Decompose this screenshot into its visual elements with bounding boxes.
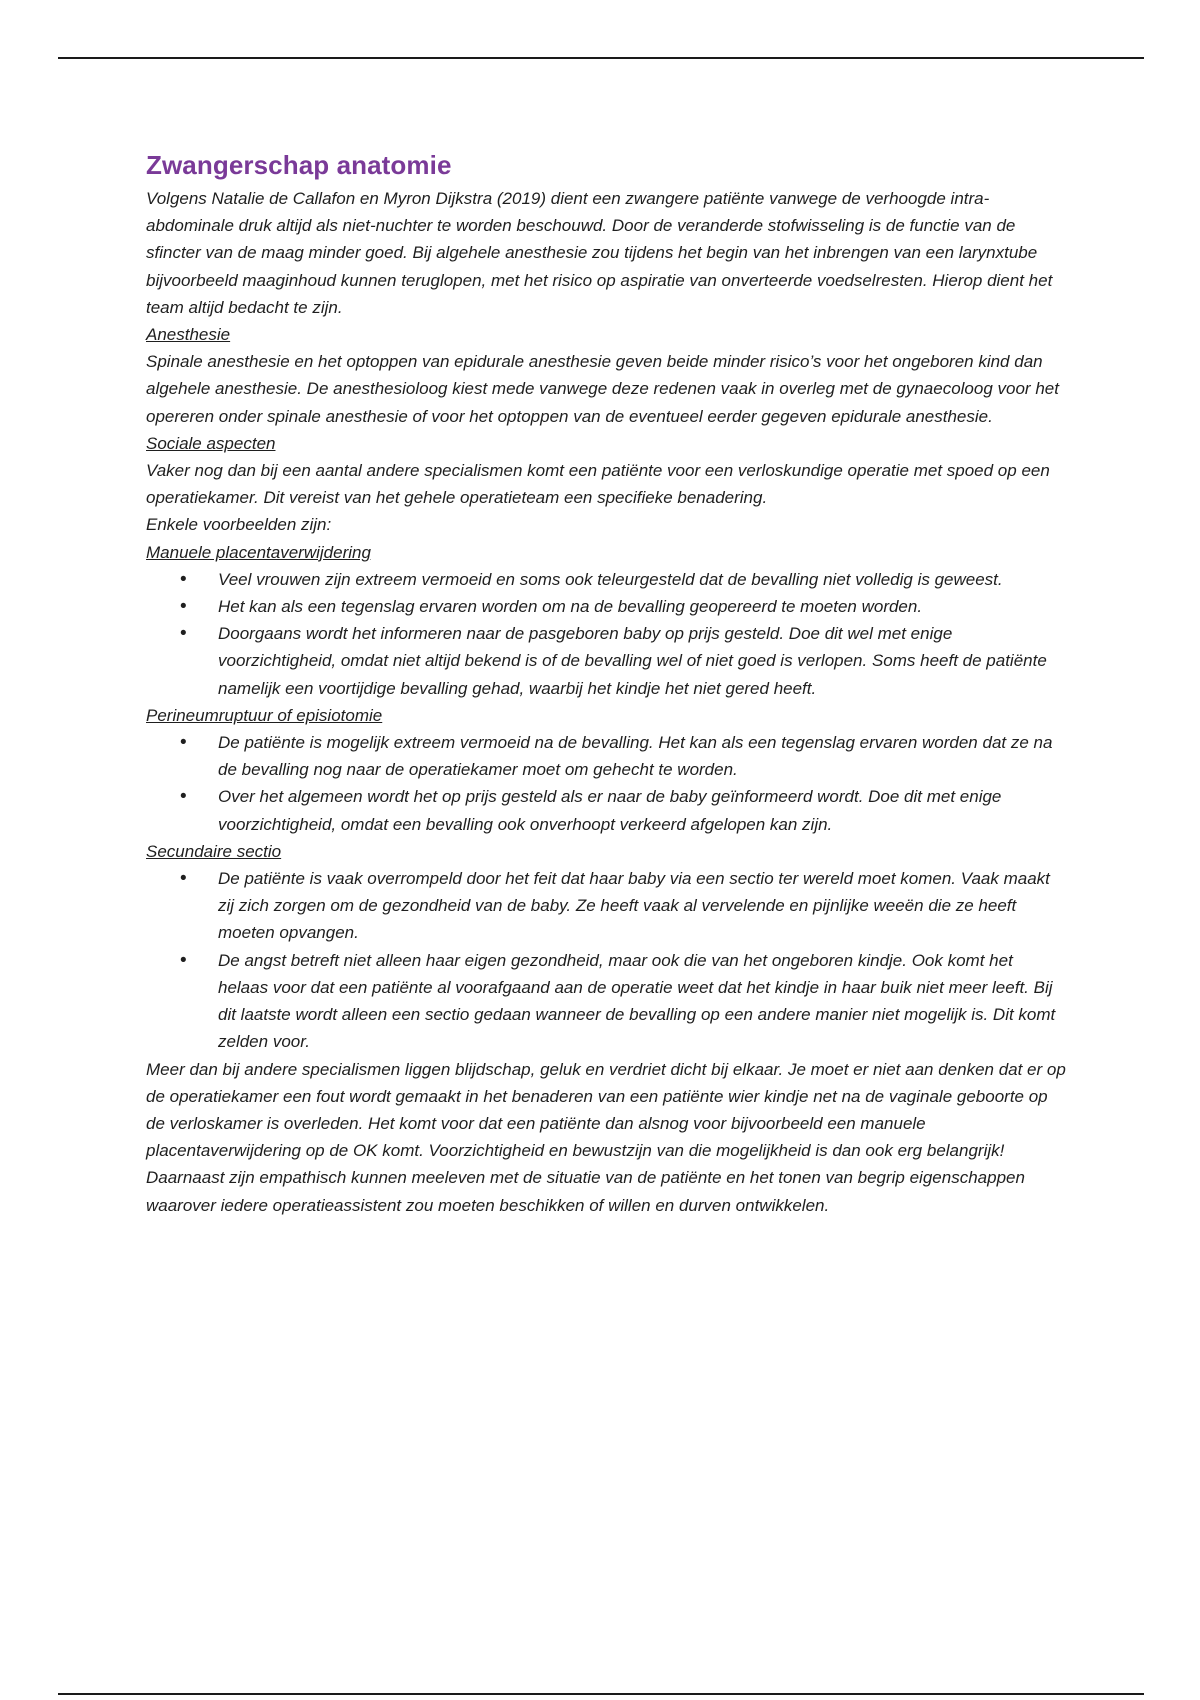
manuele-bullet-list — [146, 566, 1066, 702]
footer-rule — [58, 1693, 1144, 1695]
page-title: Zwangerschap anatomie — [146, 150, 452, 180]
sectio-bullet-list — [146, 865, 1066, 1055]
closing-paragraph-2: Daarnaast zijn empathisch kunnen meeleven met de situatie van de patiënte en het tonen van begrip eigenschappen waarover iedere operatieassistent zou moeten beschikken of willen en durven ontwikkelen. — [146, 1168, 1025, 1215]
list-item: • Doorgaans wordt het informeren naar de pasgeboren baby op prijs gesteld. Doe dit wel met enige voorzichtigheid, omdat niet altijd bekend is of de bevalling wel of niet goed is verlopen. Soms heeft de patiënte namelijk een voortijdige bevalling gehad, waarbij het kindje het niet gered heeft. — [218, 620, 1066, 702]
section-heading-sociale-aspecten: Sociale aspecten — [146, 433, 276, 453]
intro-paragraph: Volgens Natalie de Callafon en Myron Dijkstra (2019) dient een zwangere patiënte vanwege de verhoogde intra-abdominale druk altijd als niet-nuchter te worden beschouwd. Door de veranderde stofwisseling is de functie van de sfincter van de maag minder goed. Bij algehele anesthesie zou tijdens het begin van het inbrengen van een larynxtube bijvoorbeeld maaginhoud kunnen teruglopen, met het risico op aspiratie van onverteerde voedselresten. Hierop dient het team altijd bedacht te zijn. — [146, 189, 1053, 317]
section-heading-sectio: Secundaire sectio — [146, 841, 282, 861]
list-item: • Veel vrouwen zijn extreem vermoeid en soms ook teleurgesteld dat de bevalling niet volledig is geweest. — [218, 566, 1066, 593]
examples-intro: Enkele voorbeelden zijn: — [146, 515, 332, 535]
list-item: • De patiënte is mogelijk extreem vermoeid na de bevalling. Het kan als een tegenslag ervaren worden dat ze na de bevalling nog naar de operatiekamer moet om gehecht te worden. — [218, 729, 1066, 783]
list-item: • Het kan als een tegenslag ervaren worden om na de bevalling geopereerd te moeten worden. — [218, 593, 1066, 620]
list-item: • De angst betreft niet alleen haar eigen gezondheid, maar ook die van het ongeboren kindje. Ook komt het helaas voor dat een patiënte al voorafgaand aan de operatie weet dat het kindje in haar buik niet meer leeft. Bij dit laatste wordt alleen een sectio gedaan wanneer de bevalling op een andere manier niet mogelijk is. Dit komt zelden voor. — [218, 947, 1066, 1056]
anesthesie-paragraph: Spinale anesthesie en het optoppen van epidurale anesthesie geven beide minder risico’s voor het ongeboren kind dan algehele anesthesie. De anesthesioloog kiest mede vanwege deze redenen vaak in overleg met de gynaecoloog voor het opereren onder spinale anesthesie of voor het optoppen van de eventueel eerder gegeven epidurale anesthesie. — [146, 352, 1059, 426]
section-heading-manuele: Manuele placentaverwijdering — [146, 542, 371, 562]
document-body — [146, 148, 1066, 1219]
section-heading-anesthesie: Anesthesie — [146, 325, 231, 345]
section-heading-perineum: Perineumruptuur of episiotomie — [146, 705, 383, 725]
perineum-bullet-list — [146, 729, 1066, 838]
header-rule — [58, 57, 1144, 59]
list-item: • Over het algemeen wordt het op prijs gesteld als er naar de baby geïnformeerd wordt. Doe dit met enige voorzichtigheid, omdat een bevalling ook onverhoopt verkeerd afgelopen kan zijn. — [218, 783, 1066, 837]
closing-paragraph-1: Meer dan bij andere specialismen liggen blijdschap, geluk en verdriet dicht bij elkaar. Je moet er niet aan denken dat er op de operatiekamer een fout wordt gemaakt in het benaderen van een patiënte wier kindje net na de vaginale geboorte op de verloskamer is overleden. Het komt voor dat een patiënte dan alsnog voor bijvoorbeeld een manuele placentaverwijdering op de OK komt. Voorzichtigheid en bewustzijn van die mogelijkheid is dan ook erg belangrijk! — [146, 1059, 1066, 1161]
list-item: • De patiënte is vaak overrompeld door het feit dat haar baby via een sectio ter wereld moet komen. Vaak maakt zij zich zorgen om de gezondheid van de baby. Ze heeft vaak al vervelende en pijnlijke weeën die ze heeft moeten opvangen. — [218, 865, 1066, 947]
sociale-paragraph: Vaker nog dan bij een aantal andere specialismen komt een patiënte voor een verloskundige operatie met spoed op een operatiekamer. Dit vereist van het gehele operatieteam een specifieke benadering. — [146, 461, 1050, 508]
